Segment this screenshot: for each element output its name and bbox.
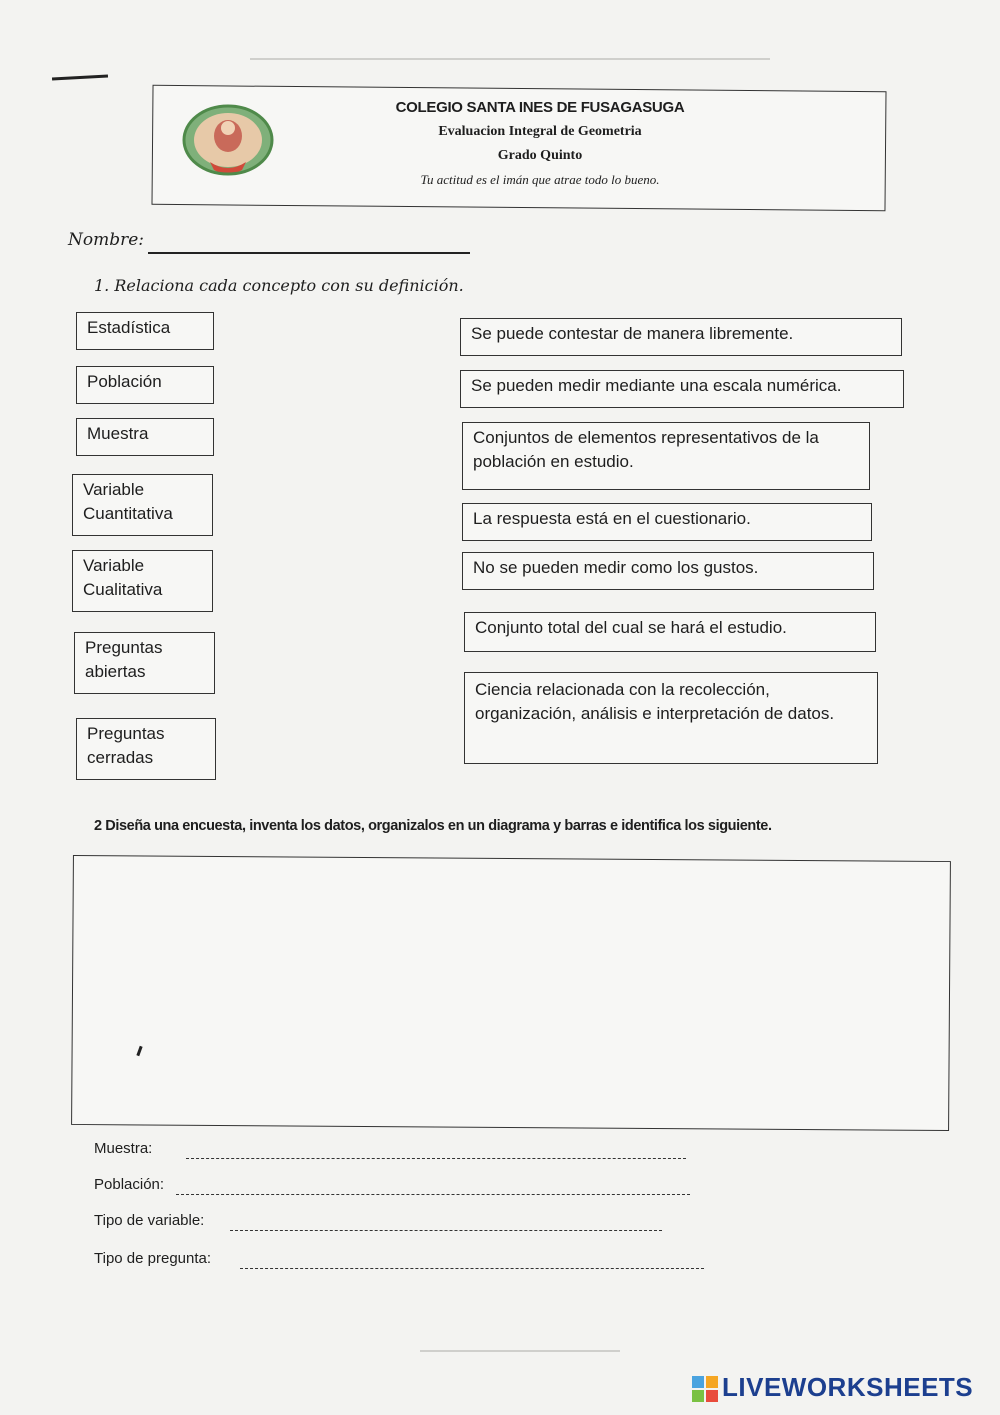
- school-crest-logo: [180, 104, 276, 180]
- exam-subject: Evaluacion Integral de Geometria: [438, 124, 642, 139]
- pen-mark: [52, 75, 108, 81]
- definition-box[interactable]: [464, 672, 878, 764]
- concept-label: Variable Cuantitativa: [83, 480, 173, 523]
- name-input-line[interactable]: [148, 252, 470, 254]
- concept-label: Preguntas abiertas: [85, 638, 163, 681]
- definition-box[interactable]: [462, 552, 874, 590]
- concept-label: Población: [87, 372, 162, 391]
- field-label-tipo-variable: Tipo de variable:: [94, 1212, 205, 1229]
- concept-box[interactable]: [76, 366, 214, 404]
- concept-box[interactable]: [72, 550, 213, 612]
- concept-box[interactable]: [76, 418, 214, 456]
- definition-box[interactable]: [462, 422, 870, 490]
- field-label-muestra: Muestra:: [94, 1140, 153, 1157]
- liveworksheets-logo-icon: [692, 1376, 718, 1402]
- definition-text: Conjuntos de elementos representativos de la población en estudio.: [473, 428, 819, 471]
- field-label-poblacion: Población:: [94, 1176, 165, 1193]
- field-line-tipo-variable[interactable]: [230, 1230, 662, 1231]
- definition-text: Se puede contestar de manera libremente.: [471, 324, 794, 343]
- definition-box[interactable]: [464, 612, 876, 652]
- definition-box[interactable]: [460, 318, 902, 356]
- concept-box[interactable]: [74, 632, 215, 694]
- school-name: COLEGIO SANTA INES DE FUSAGASUGA: [395, 99, 685, 116]
- definition-text: Conjunto total del cual se hará el estudio.: [475, 618, 787, 637]
- definition-box[interactable]: [462, 503, 872, 541]
- definition-box[interactable]: [460, 370, 904, 408]
- concept-label: Preguntas cerradas: [87, 724, 165, 767]
- field-line-muestra[interactable]: [186, 1158, 686, 1159]
- concept-label: Muestra: [87, 424, 149, 443]
- question-2-prompt: 2 Diseña una encuesta, inventa los datos, organizalos en un diagrama y barras e identifica los siguiente.: [94, 818, 772, 834]
- field-label-tipo-pregunta: Tipo de pregunta:: [94, 1250, 212, 1267]
- concept-box[interactable]: [72, 474, 213, 536]
- liveworksheets-brand[interactable]: LIVEWORKSHEETS: [722, 1372, 974, 1402]
- concept-box[interactable]: [76, 312, 214, 350]
- answer-area[interactable]: [71, 855, 951, 1131]
- page-edge-top: [250, 58, 770, 60]
- definition-text: Se pueden medir mediante una escala numérica.: [471, 376, 842, 395]
- concept-box[interactable]: [76, 718, 216, 780]
- definition-text: La respuesta está en el cuestionario.: [473, 509, 751, 528]
- definition-text: Ciencia relacionada con la recolección, organización, análisis e interpretación de datos.: [475, 680, 835, 723]
- motto: Tu actitud es el imán que atrae todo lo bueno.: [420, 172, 660, 187]
- name-label: Nombre:: [68, 230, 145, 250]
- definition-text: No se pueden medir como los gustos.: [473, 558, 759, 577]
- concept-label: Variable Cualitativa: [83, 556, 163, 599]
- question-1-prompt: 1. Relaciona cada concepto con su definición.: [94, 276, 464, 295]
- field-line-tipo-pregunta[interactable]: [240, 1268, 704, 1269]
- header-text: [300, 96, 780, 192]
- page-edge-bottom: [420, 1350, 620, 1352]
- field-line-poblacion[interactable]: [176, 1194, 690, 1195]
- grade-label: Grado Quinto: [497, 148, 583, 163]
- concept-label: Estadística: [87, 318, 171, 337]
